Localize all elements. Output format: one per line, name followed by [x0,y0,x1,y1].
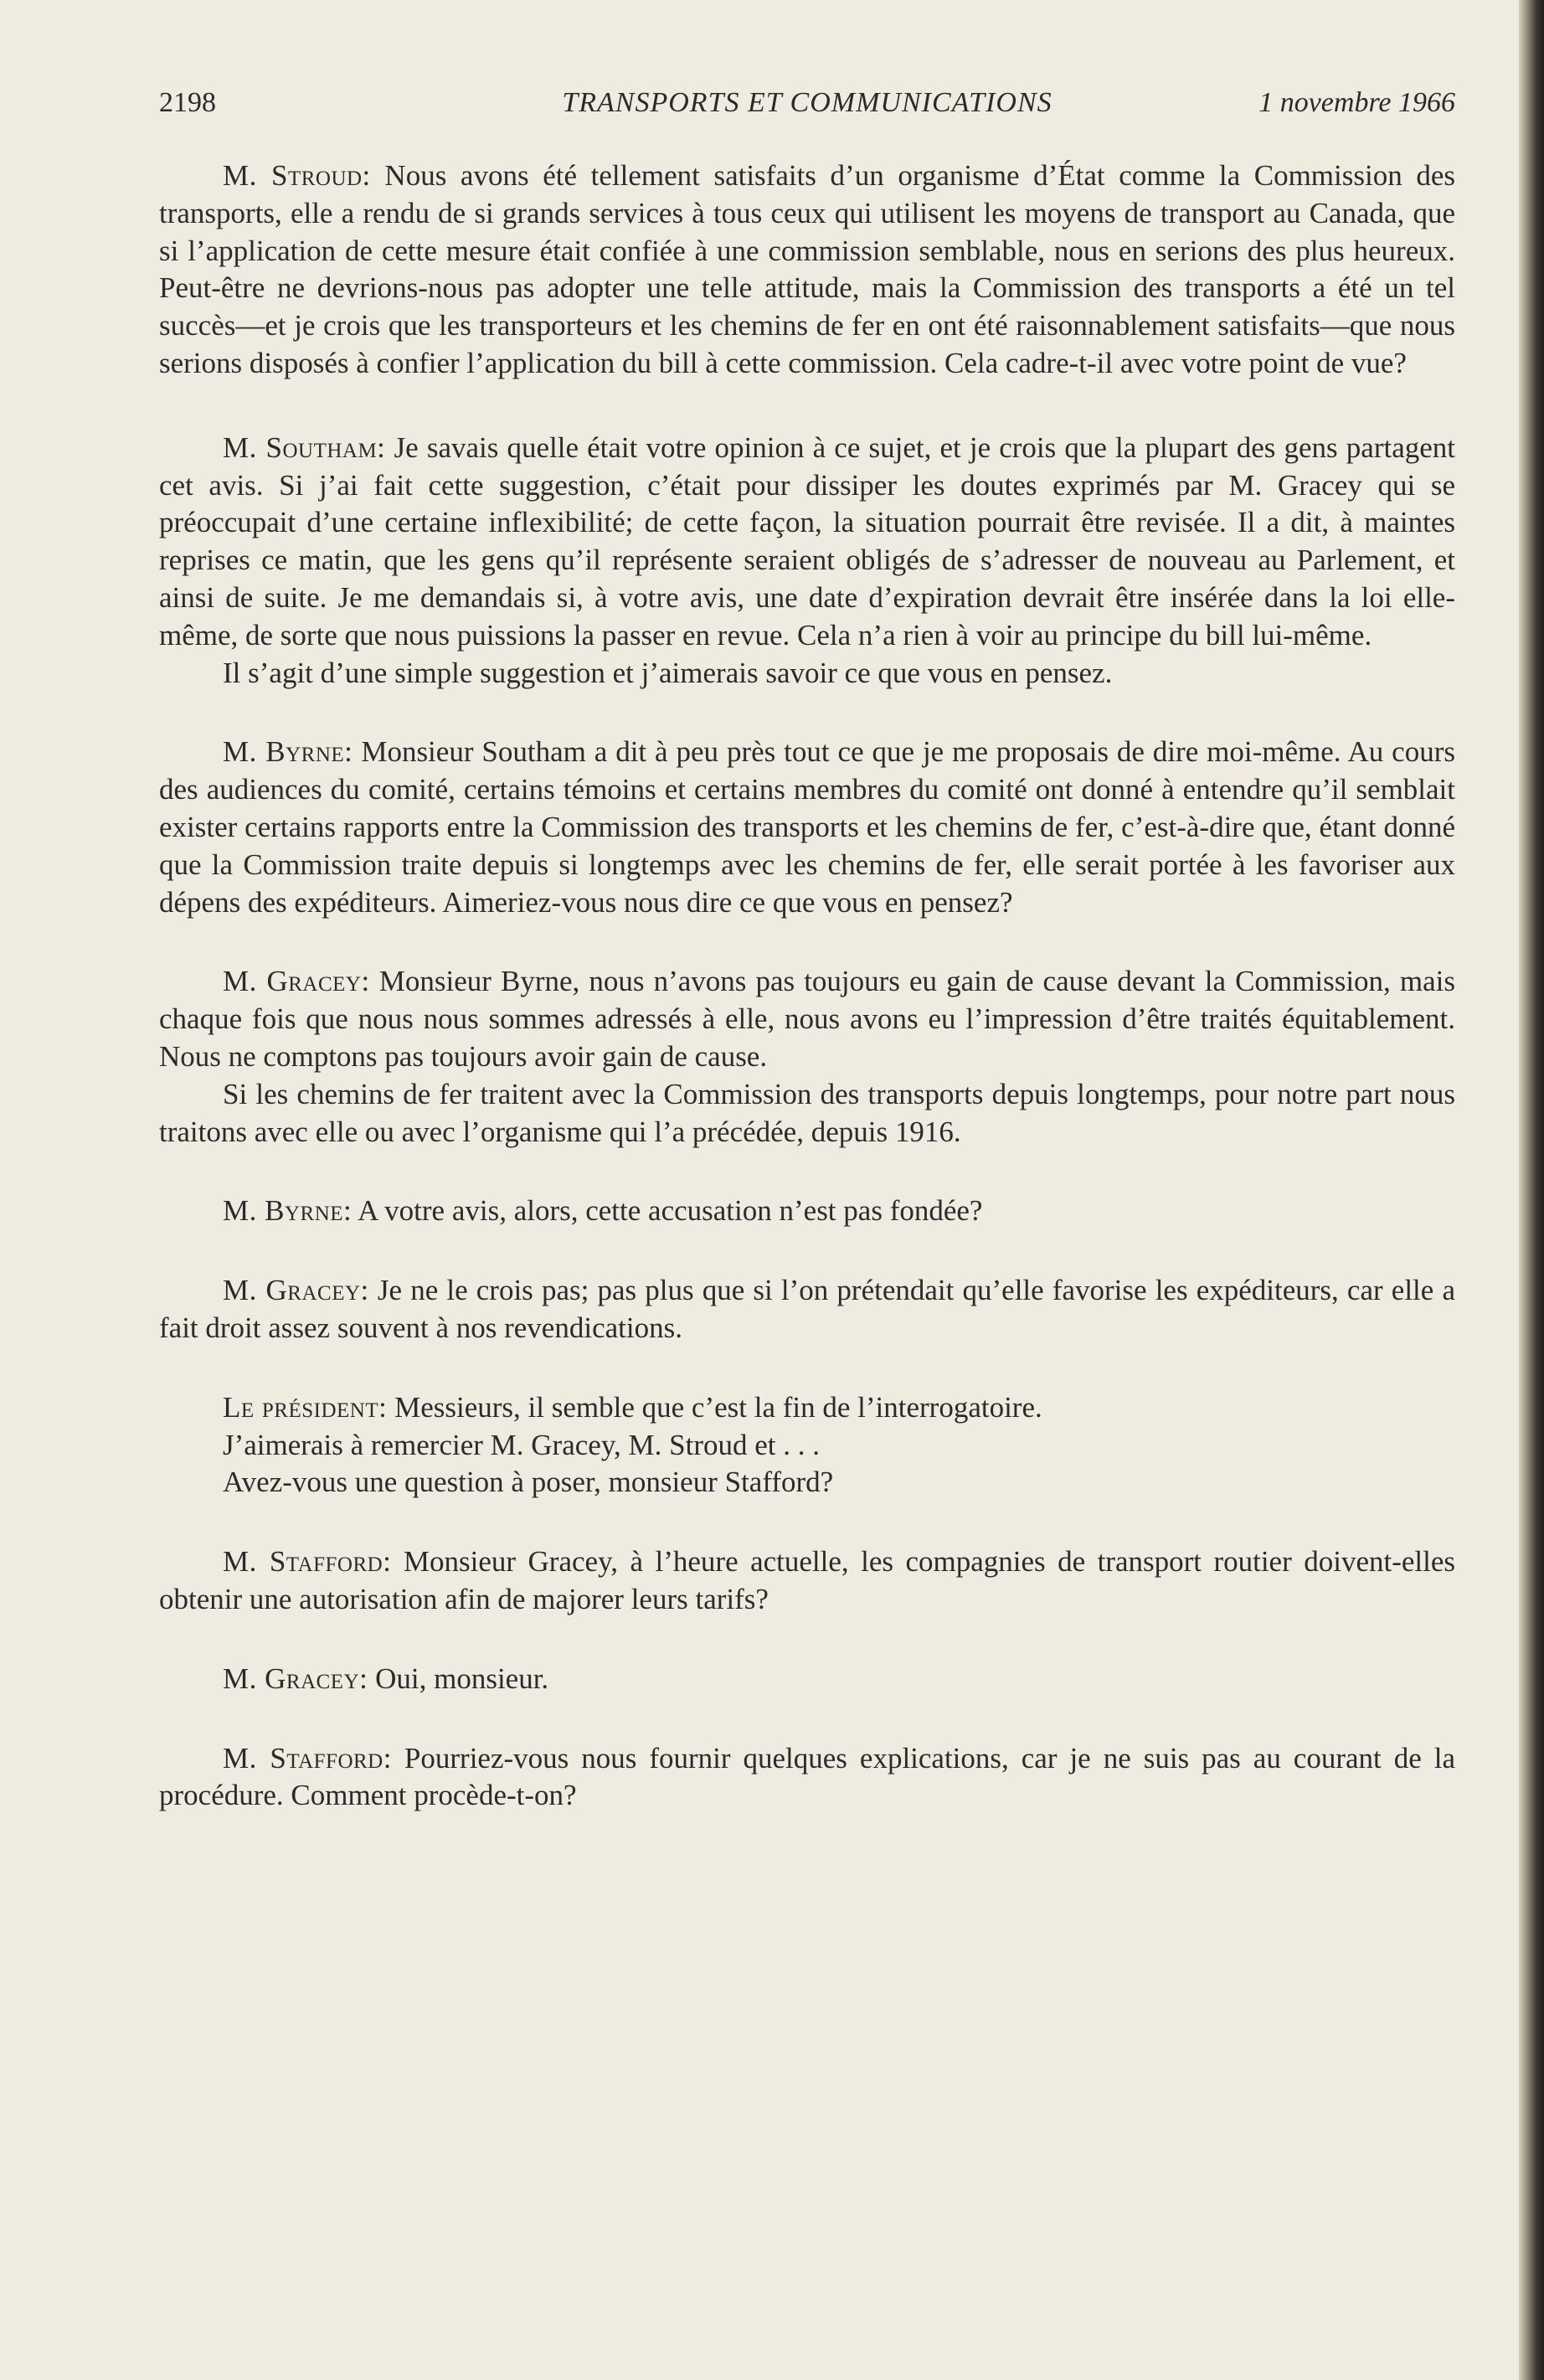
speaker-name: M. Gracey: [223,965,370,998]
paragraph-text: J’aimerais à remercier M. Gracey, M. Stroud et . . . [223,1428,821,1461]
paragraph-text: Oui, monsieur. [368,1661,549,1695]
paragraph-text: Monsieur Byrne, nous n’avons pas toujours eu gain de cause devant la Commission, mais chaque fois que nous nous sommes adressés à elle, nous avons eu l’impression d’être traités équitablement. Nous ne comptons pas toujours avoir gain de cause. [159,965,1455,1073]
paragraph-text: Je savais quelle était votre opinion à ce sujet, et je crois que la plupart des gens partagent cet avis. Si j’ai fait cette suggestion, c’était pour dissiper les doutes exprimés par M. Gracey qui se préoccupait d’une certaine inflexibilité; de cette façon, la situation pourrait être revisée. Il a dit, à maintes reprises ce matin, que les gens qu’il représente seraient obligés de s’adresser de nouveau au Parlement, et ainsi de suite. Je me demandais si, à votre avis, une date d’expiration devrait être insérée dans la loi elle-même, de sorte que nous puissions la passer en revue. Cela n’a rien à voir au principe du bill lui-même. [159,430,1455,652]
speaker-name: M. Southam: [223,430,386,464]
running-title: TRANSPORTS ET COMMUNICATIONS [562,87,1052,118]
running-header [159,87,1455,129]
speaker-name: M. Byrne: [223,1194,353,1228]
paragraph-text: Avez-vous une question à poser, monsieur Stafford? [223,1466,834,1499]
paragraph-president [159,1389,1455,1427]
speaker-name: M. Gracey: [223,1661,368,1695]
paragraph-gracey [159,963,1455,1075]
paragraph-gracey-2 [159,1272,1455,1347]
paragraph-southam [159,430,1455,655]
page-body [159,157,1455,1815]
paragraph-text: Je ne le crois pas; pas plus que si l’on prétendait qu’elle favorise les expéditeurs, car elle a fait droit assez souvent à nos revendications. [159,1274,1455,1344]
paragraph-byrne [159,734,1455,921]
header-date: 1 novembre 1966 [1258,87,1455,118]
paragraph-president-cont-1 [159,1427,1455,1465]
page-number: 2198 [159,87,216,118]
paragraph-southam-cont [159,655,1455,693]
paragraph-gracey-cont [159,1076,1455,1151]
speaker-name: M. Stroud: [223,159,371,192]
speaker-name: Le président: [223,1390,388,1424]
speaker-name: M. Byrne: [223,735,353,769]
paragraph-byrne-2 [159,1193,1455,1230]
paragraph-text: Il s’agit d’une simple suggestion et j’aimerais savoir ce que vous en pensez. [223,656,1113,689]
paragraph-text: Pourriez-vous nous fournir quelques explications, car je ne suis pas au courant de la procédure. Comment procède-t-on? [159,1741,1455,1812]
paragraph-stroud [159,157,1455,383]
paragraph-stafford [159,1543,1455,1619]
speaker-name: M. Gracey: [223,1274,369,1307]
paragraph-text: Si les chemins de fer traitent avec la Commission des transports depuis longtemps, pour notre part nous traitons avec elle ou avec l’organisme qui l’a précédée, depuis 1916. [159,1077,1455,1148]
paragraph-text: A votre avis, alors, cette accusation n’est pas fondée? [352,1194,983,1228]
paragraph-text: Monsieur Southam a dit à peu près tout ce que je me proposais de dire moi-même. Au cours des audiences du comité, certains témoins et certains membres du comité ont donné à entendre qu’il semblait exister certains rapports entre la Commission des transports et les chemins de fer, c’est-à-dire que, étant donné que la Commission traite depuis si longtemps avec les chemins de fer, elle serait portée à les favoriser aux dépens des expéditeurs. Aimeriez-vous nous dire ce que vous en pensez? [159,735,1455,919]
book-spine-shadow [1519,0,1544,2380]
paragraph-text: Nous avons été tellement satisfaits d’un organisme d’État comme la Commission des transports, elle a rendu de si grands services à tous ceux qui utilisent les moyens de transport au Canada, que si l’application de cette mesure était confiée à une commission semblable, nous en serions des plus heureux. Peut-être ne devrions-nous pas adopter une telle attitude, mais la Commission des transports a été un tel succès—et je crois que les transporteurs et les chemins de fer en ont été raisonnablement satisfaits—que nous serions disposés à confier l’application du bill à cette commission. Cela cadre-t-il avec votre point de vue? [159,159,1455,379]
paragraph-text: Monsieur Gracey, à l’heure actuelle, les compagnies de transport routier doivent-elles obtenir une autorisation afin de majorer leurs tarifs? [159,1545,1455,1615]
paragraph-gracey-3 [159,1661,1455,1698]
speaker-name: M. Stafford: [223,1741,392,1775]
paragraph-stafford-2 [159,1740,1455,1816]
paragraph-text: Messieurs, il semble que c’est la fin de l’interrogatoire. [387,1390,1042,1424]
paragraph-president-cont-2 [159,1464,1455,1502]
speaker-name: M. Stafford: [223,1545,392,1579]
